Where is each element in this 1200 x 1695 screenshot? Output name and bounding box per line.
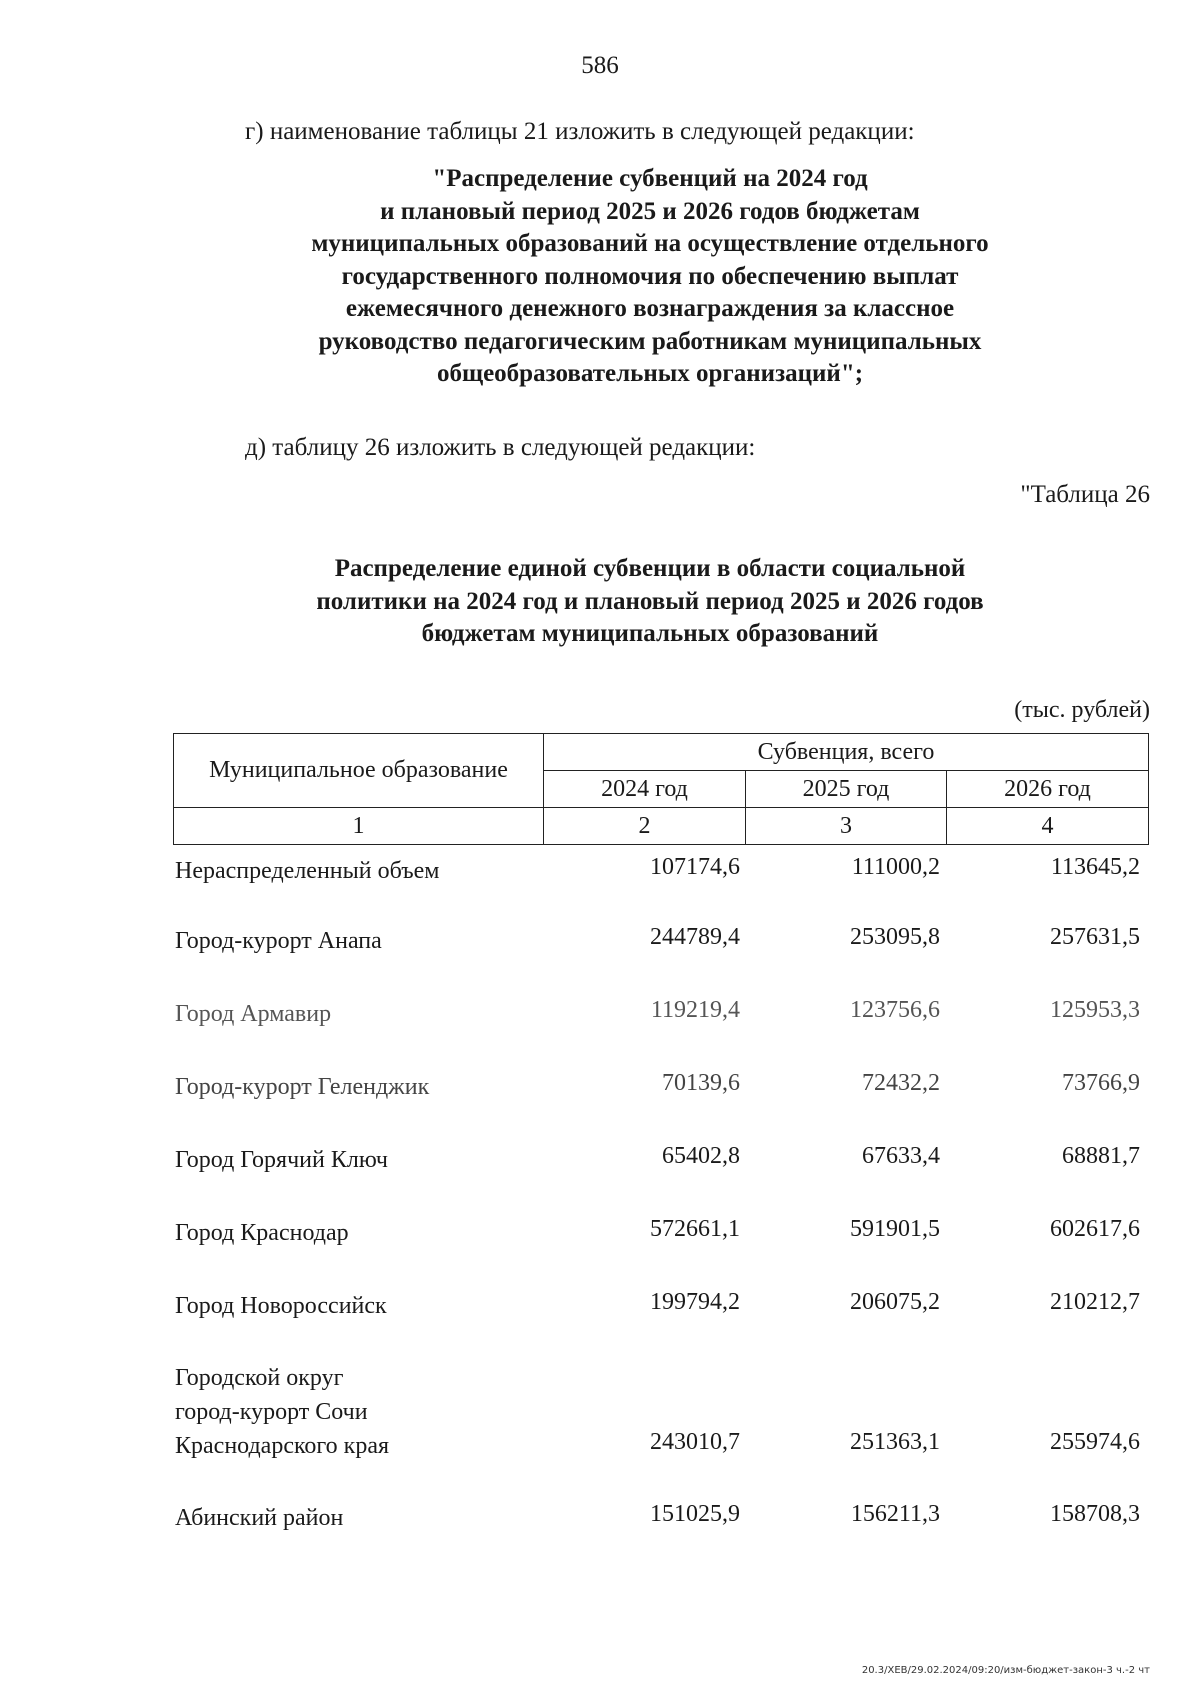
row-value-2024: 107174,6: [650, 854, 740, 880]
row-value-2026: 257631,5: [1050, 924, 1140, 950]
title-line: руководство педагогическим работникам муниципальных: [318, 327, 982, 355]
row-value-2024: 572661,1: [650, 1216, 740, 1242]
row-name: Город-курорт Геленджик: [175, 1074, 430, 1100]
table21-title: [150, 163, 1150, 391]
page-number: 586: [581, 52, 619, 79]
row-value-2026: 113645,2: [1050, 854, 1140, 880]
row-name: Абинский район: [175, 1505, 344, 1531]
column-number: 1: [174, 808, 544, 845]
row-value-2024: 70139,6: [662, 1070, 740, 1096]
header-year-2024: 2024 год: [544, 771, 746, 808]
column-number: 3: [746, 808, 947, 845]
title-line: государственного полномочия по обеспечению выплат: [341, 262, 959, 290]
title-line: ежемесячного денежного вознаграждения за классное: [345, 295, 955, 322]
row-value-2025: 251363,1: [850, 1429, 940, 1455]
row-value-2025: 67633,4: [862, 1143, 940, 1169]
paragraph-g: г) наименование таблицы 21 изложить в следующей редакции:: [245, 118, 915, 145]
row-value-2025: 206075,2: [850, 1289, 940, 1315]
row-name: Город Краснодар: [175, 1220, 349, 1246]
row-name: Город Армавир: [175, 1001, 332, 1027]
title-line: бюджетам муниципальных образований: [421, 620, 879, 647]
row-value-2025: 111000,2: [851, 854, 940, 880]
header-municipality: Муниципальное образование: [174, 734, 544, 808]
row-value-2025: 253095,8: [850, 924, 940, 950]
row-name: Город Горячий Ключ: [175, 1147, 388, 1173]
row-value-2026: 255974,6: [1050, 1429, 1140, 1455]
row-value-2026: 125953,3: [1050, 997, 1140, 1023]
row-value-2024: 243010,7: [650, 1429, 740, 1455]
row-value-2025: 123756,6: [850, 997, 940, 1023]
row-name-line: Краснодарского края: [175, 1433, 390, 1459]
footer-code: 20.3/ХЕВ/29.02.2024/09:20/изм-бюджет-закон-3 ч.-2 чт: [861, 1665, 1150, 1676]
column-number: 4: [947, 808, 1149, 845]
row-value-2024: 244789,4: [650, 924, 740, 950]
row-name: [175, 1361, 545, 1463]
column-number: 2: [544, 808, 746, 845]
row-name-line: город-курорт Сочи: [175, 1399, 368, 1425]
row-name: Город-курорт Анапа: [175, 928, 382, 954]
table-header: [173, 733, 1149, 845]
row-value-2024: 119219,4: [650, 997, 740, 1023]
header-year-2025: 2025 год: [746, 771, 947, 808]
table-label: "Таблица 26: [1020, 481, 1150, 508]
row-name-line: Городской округ: [175, 1365, 344, 1391]
header-year-2026: 2026 год: [947, 771, 1149, 808]
row-value-2024: 65402,8: [662, 1143, 740, 1169]
row-name: Город Новороссийск: [175, 1293, 387, 1319]
row-value-2024: 199794,2: [650, 1289, 740, 1315]
row-value-2026: 158708,3: [1050, 1501, 1140, 1527]
title-line: муниципальных образований на осуществление отдельного: [311, 230, 989, 257]
title-line: политики на 2024 год и плановый период 2025 и 2026 годов: [316, 587, 984, 615]
row-value-2025: 591901,5: [850, 1216, 940, 1242]
title-line: и плановый период 2025 и 2026 годов бюджетам: [380, 197, 920, 225]
row-value-2026: 602617,6: [1050, 1216, 1140, 1242]
row-value-2025: 156211,3: [850, 1501, 940, 1527]
row-value-2026: 68881,7: [1062, 1143, 1140, 1169]
title-line: Распределение единой субвенции в области социальной: [334, 555, 966, 582]
title-line: общеобразовательных организаций";: [436, 360, 864, 387]
units-label: (тыс. рублей): [1014, 697, 1150, 723]
row-name: Нераспределенный объем: [175, 858, 440, 884]
title-line: "Распределение субвенций на 2024 год: [432, 165, 868, 192]
row-value-2024: 151025,9: [650, 1501, 740, 1527]
row-value-2026: 210212,7: [1050, 1289, 1140, 1315]
row-value-2026: 73766,9: [1062, 1070, 1140, 1096]
paragraph-d: д) таблицу 26 изложить в следующей редакции:: [245, 434, 756, 461]
row-value-2025: 72432,2: [862, 1070, 940, 1096]
table26-title: [150, 553, 1150, 651]
header-subvention-total: Субвенция, всего: [544, 734, 1149, 771]
